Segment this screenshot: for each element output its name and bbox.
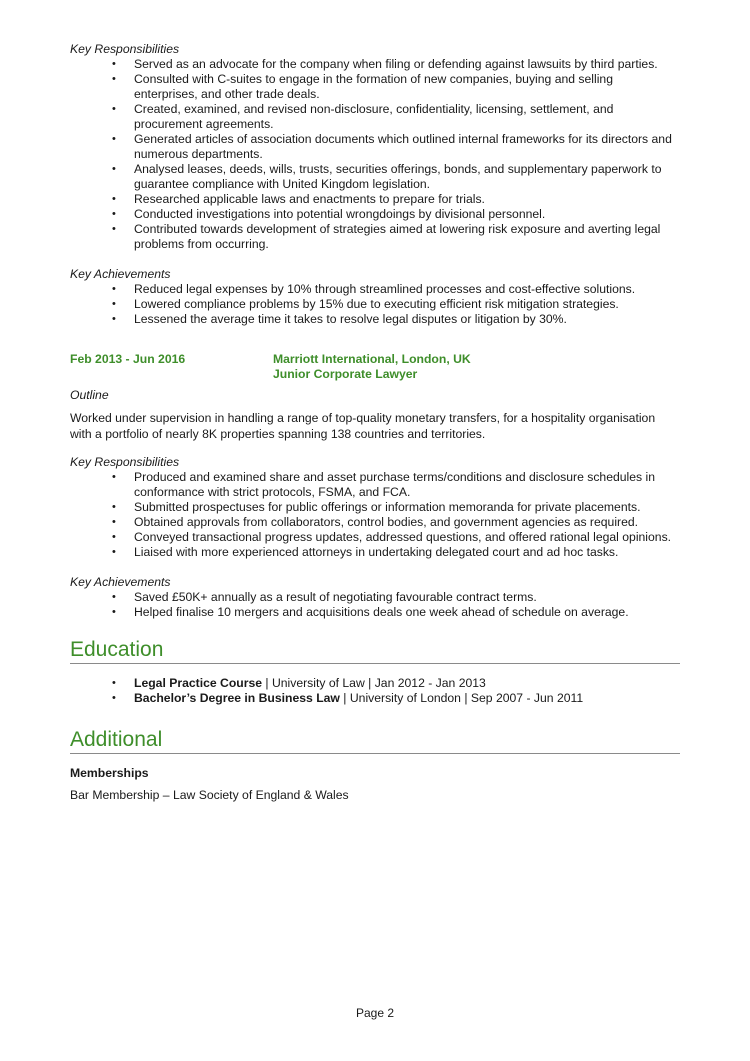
additional-heading: Additional (70, 728, 163, 751)
job2-block (70, 352, 680, 620)
education-heading: Education (70, 638, 164, 661)
education-degree: Bachelor’s Degree in Business Law (134, 691, 340, 705)
resume-page (70, 42, 680, 803)
list-item: • Conveyed transactional progress updates, addressed questions, and offered rational legal opinions. (134, 530, 680, 545)
job1-achievements-label: Key Achievements (70, 267, 171, 281)
list-item: • Obtained approvals from collaborators, control bodies, and government agencies as required. (134, 515, 680, 530)
education-details: | University of Law | Jan 2012 - Jan 2013 (262, 676, 486, 690)
education-section (70, 638, 680, 706)
job2-responsibilities-list (70, 470, 680, 560)
list-item: • Conducted investigations into potential wrongdoings by divisional personnel. (134, 207, 680, 222)
list-item: • Served as an advocate for the company when filing or defending against lawsuits by third parties. (134, 57, 680, 72)
job2-outline-label: Outline (70, 388, 109, 402)
list-item: • Created, examined, and revised non-disclosure, confidentiality, licensing, settlement, and procurement agreements. (134, 102, 680, 132)
job2-employer: Marriott International, London, UK (273, 352, 471, 366)
education-degree: Legal Practice Course (134, 676, 263, 690)
list-item: • Helped finalise 10 mergers and acquisitions deals one week ahead of schedule on average. (134, 605, 680, 620)
list-item: • Reduced legal expenses by 10% through streamlined processes and cost-effective solutions. (134, 282, 680, 297)
job1-block (70, 42, 680, 327)
list-item: • Lessened the average time it takes to resolve legal disputes or litigation by 30%. (134, 312, 680, 327)
list-item (134, 691, 680, 706)
education-details: | University of London | Sep 2007 - Jun 2011 (339, 691, 584, 705)
job1-responsibilities-label: Key Responsibilities (70, 42, 180, 56)
job1-achievements-list (70, 282, 680, 327)
list-item: • Saved £50K+ annually as a result of negotiating favourable contract terms. (134, 590, 680, 605)
education-list (70, 676, 680, 706)
list-item: • Liaised with more experienced attorneys in undertaking delegated court and ad hoc tasks. (134, 545, 680, 560)
memberships-label: Memberships (70, 766, 149, 780)
job2-achievements-label: Key Achievements (70, 575, 171, 589)
list-item: • Researched applicable laws and enactments to prepare for trials. (134, 192, 680, 207)
job2-outline-text: Worked under supervision in handling a range of top-quality monetary transfers, for a hospitality organisation with a portfolio of nearly 8K properties spanning 138 countries and territories. (70, 411, 656, 441)
job2-title: Junior Corporate Lawyer (273, 367, 418, 381)
additional-section (70, 728, 680, 803)
list-item: • Lowered compliance problems by 15% due to executing efficient risk mitigation strategies. (134, 297, 680, 312)
job2-header (70, 352, 680, 382)
job2-dates: Feb 2013 - Jun 2016 (70, 352, 186, 366)
list-item: • Submitted prospectuses for public offerings or information memoranda for private placements. (134, 500, 680, 515)
job1-responsibilities-list (70, 57, 680, 252)
list-item: • Analysed leases, deeds, wills, trusts, securities offerings, bonds, and supplementary paperwork to guarantee compliance with United Kingdom legislation. (134, 162, 680, 192)
memberships-text: Bar Membership – Law Society of England & Wales (70, 788, 349, 802)
job2-achievements-list (70, 590, 680, 620)
list-item: • Consulted with C-suites to engage in the formation of new companies, buying and selling enterprises, and other trade deals. (134, 72, 680, 102)
list-item: • Produced and examined share and asset purchase terms/conditions and disclosure schedules in conformance with strict protocols, FSMA, and FCA. (134, 470, 680, 500)
job2-responsibilities-label: Key Responsibilities (70, 455, 180, 469)
list-item: • Contributed towards development of strategies aimed at lowering risk exposure and averting legal problems from occurring. (134, 222, 680, 252)
list-item (134, 676, 680, 691)
list-item: • Generated articles of association documents which outlined internal frameworks for its directors and numerous departments. (134, 132, 680, 162)
page-number: Page 2 (355, 1006, 395, 1020)
